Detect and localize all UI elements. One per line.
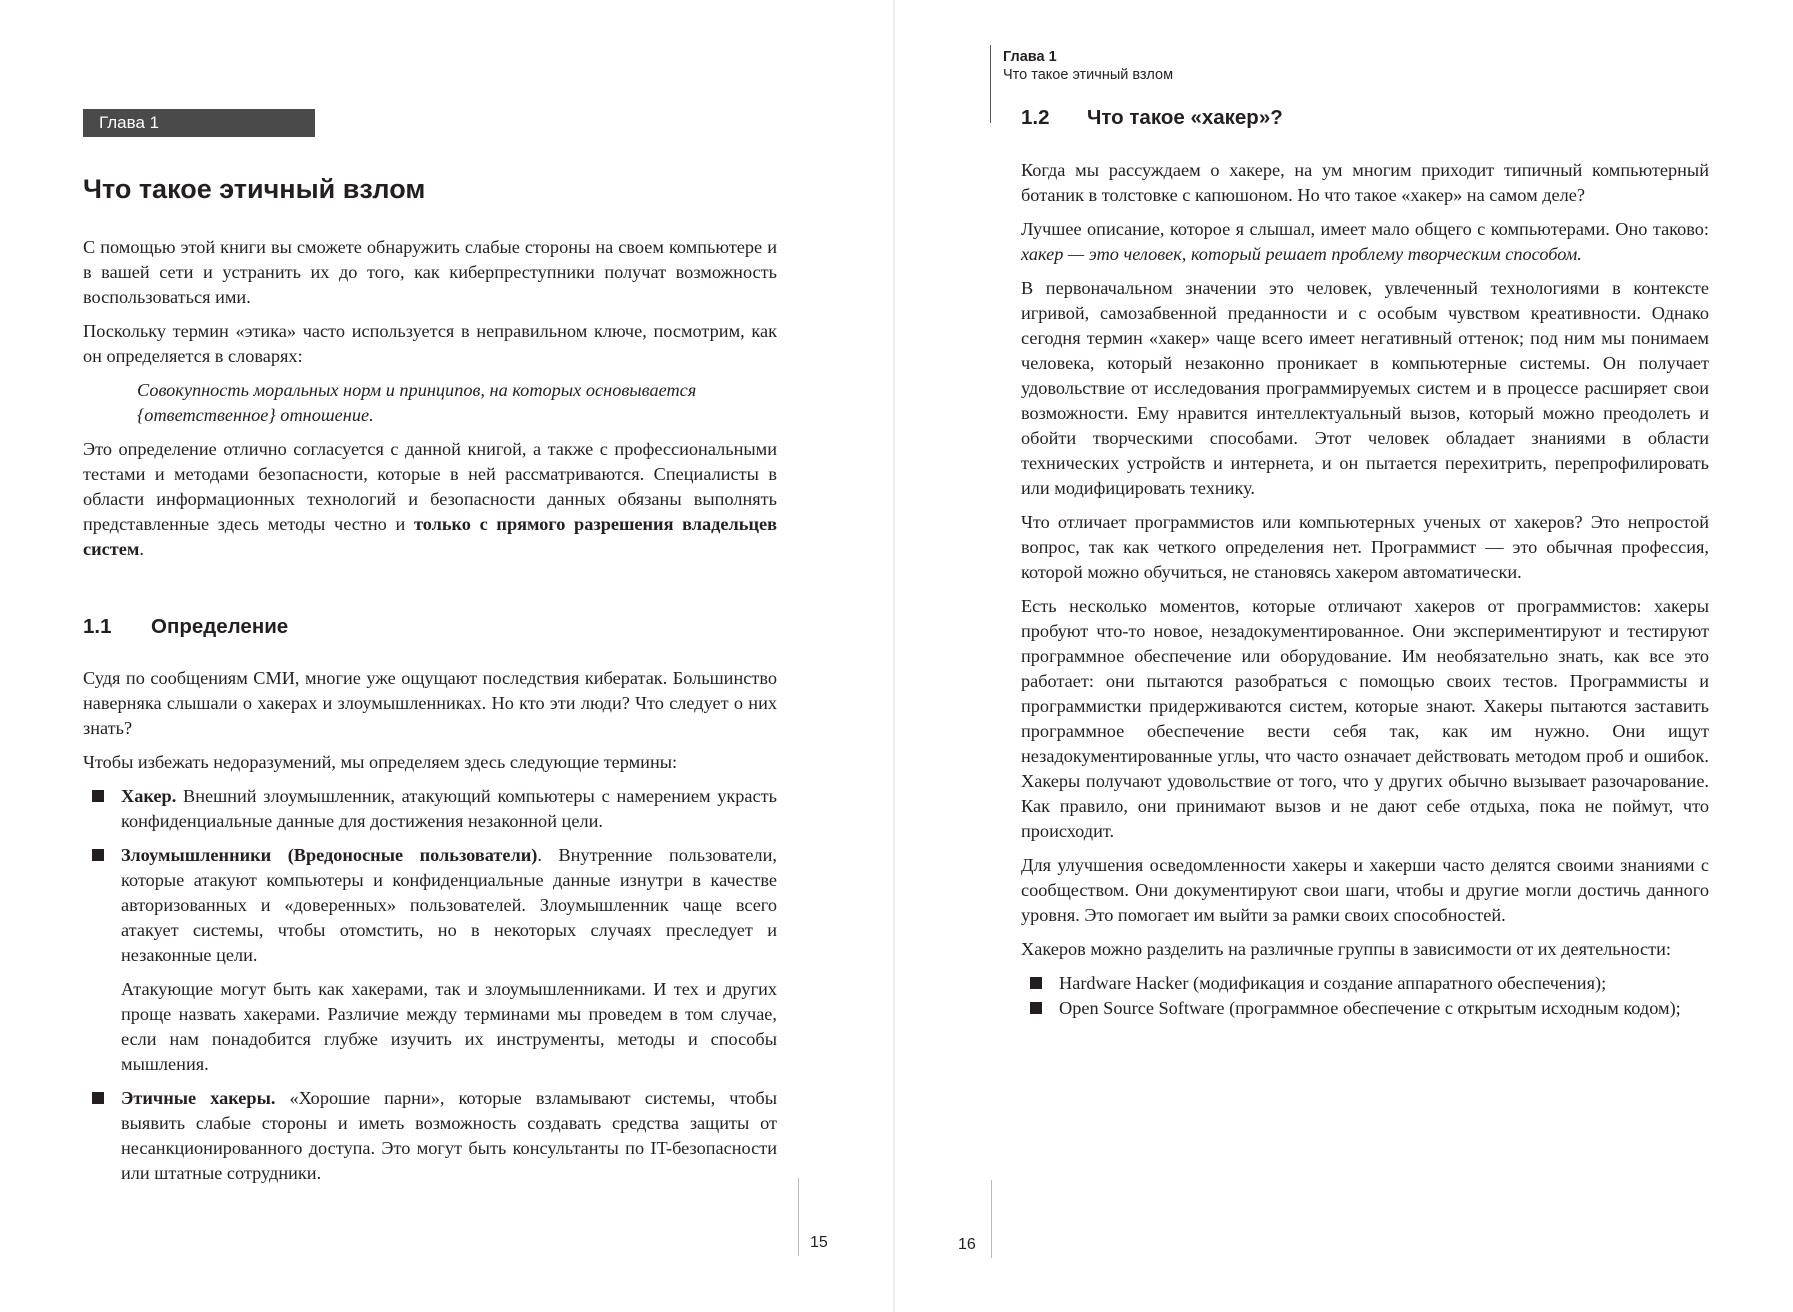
running-head-chapter: Глава 1 — [1003, 49, 1057, 65]
bullet-term: Этичные хакеры. — [121, 1088, 276, 1108]
intro-paragraph-3-bold: только с прямого разрешения владельцев систем — [83, 514, 777, 559]
section-title: Что такое «хакер»? — [1087, 106, 1283, 129]
list-item — [83, 784, 777, 834]
intro-paragraph-2: Поскольку термин «этика» часто используется в неправильном ключе, посмотрим, как он определяется в словарях: — [83, 321, 777, 366]
section-number: 1.1 — [83, 615, 112, 638]
bullet-square-icon — [92, 849, 104, 861]
bullet-square-icon — [1030, 977, 1042, 989]
hacker-paragraph-5: Есть несколько моментов, которые отличают хакеров от программистов: хакеры пробуют что-то новое, незадокументированное. Они экспериментируют и тестируют программное обеспечение или оборудование. Им необязательно знать, как все это работает: они пытаются разобраться с помощью своих тестов. Программисты и программистки придерживаются систем, которые знают. Хакеры пытаются заставить программное обеспечение вести себя так, как им нужно. Они ищут незадокументированные углы, что часто означает действовать методом проб и ошибок. Хакеры получают удовольствие от того, что у других обычно вызывает разочарование. Как правило, они принимают вызов и не дают себе отдыха, пока не поймут, что происходит. — [1021, 596, 1709, 841]
section-number: 1.2 — [1021, 106, 1050, 129]
bullet-term: Злоумышленники (Вредоносные пользователи) — [121, 845, 538, 865]
hacker-paragraph-2 — [1021, 217, 1709, 267]
page-number: 16 — [958, 1236, 976, 1253]
hacker-groups-list — [1021, 971, 1709, 1021]
bullet-description: . Внутренние пользователи, которые атакуют компьютеры и конфиденциальные данные изнутри в качестве авторизованных и «доверенных» пользователей. Злоумышленник чаще всего атакует системы, чтобы отомстить, но в некоторых случаях преследует и незаконные цели. — [121, 845, 777, 965]
page-number-rule — [798, 1178, 799, 1256]
hacker-paragraph-1: Когда мы рассуждаем о хакере, на ум многим приходит типичный компьютерный ботаник в толстовке с капюшоном. Но что такое «хакер» на самом деле? — [1021, 160, 1709, 205]
hacker-paragraph-2-text: Лучшее описание, которое я слышал, имеет мало общего с компьютерами. Оно таково: — [1021, 219, 1709, 239]
definition-paragraph-1: Судя по сообщениям СМИ, многие уже ощущают последствия кибератак. Большинство наверняка слышали о хакерах и злоумышленниках. Но кто эти люди? Что следует о них знать? — [83, 668, 777, 738]
section-title: Определение — [151, 615, 289, 638]
bullet-text — [121, 843, 777, 968]
chapter-title: Что такое этичный взлом — [83, 174, 426, 204]
list-item — [1021, 971, 1709, 996]
page-number: 15 — [810, 1234, 828, 1251]
intro-paragraph-3-text: Это определение отлично согласуется с данной книгой, а также с профессиональными тестами и методами безопасности, которые в ней рассматриваются. Специалисты в области информационных технологий и безопасности данных обязаны выполнять представленные здесь методы честно и — [83, 439, 777, 534]
page-number-rule — [991, 1180, 992, 1258]
bullet-term: Хакер. — [121, 786, 177, 806]
list-item — [83, 1086, 777, 1186]
definition-block — [83, 666, 777, 1195]
bullet-extra-paragraph: Атакующие могут быть как хакерами, так и злоумышленниками. И тех и других проще назвать хакерами. Различие между терминами мы проведем в том случае, если нам понадобится глубже изучить их инструменты, методы и способы мышления. — [121, 979, 777, 1074]
bullet-text: Open Source Software (программное обеспечение с открытым исходным кодом); — [1059, 998, 1681, 1018]
bullet-description: «Хорошие парни», которые взламывают системы, чтобы выявить слабые стороны и иметь возможность создавать средства защиты от несанкционированного доступа. Это могут быть консультанты по IT-безопасности или штатные сотрудники. — [121, 1088, 777, 1183]
running-head — [1003, 48, 1173, 84]
list-item — [83, 843, 777, 1077]
hacker-block — [1021, 158, 1709, 1021]
intro-paragraph-3-end: . — [139, 539, 144, 559]
bullet-description: Внешний злоумышленник, атакующий компьютеры с намерением украсть конфиденциальные данные для достижения незаконной цели. — [121, 786, 777, 831]
hacker-paragraph-6: Для улучшения осведомленности хакеры и хакерши часто делятся своими знаниями с сообществом. Они документируют свои шаги, чтобы и другие могли достичь данного уровня. Это помогает им выйти за рамки своих способностей. — [1021, 855, 1709, 925]
bullet-text: Hardware Hacker (модификация и создание аппаратного обеспечения); — [1059, 973, 1607, 993]
running-head-rule — [990, 45, 991, 123]
intro-block — [83, 235, 777, 571]
bullet-square-icon — [1030, 1002, 1042, 1014]
intro-paragraph-1: С помощью этой книги вы сможете обнаружить слабые стороны на своем компьютере и в вашей сети и устранить их до того, как киберпреступники получат возможность воспользоваться ими. — [83, 237, 777, 307]
hacker-paragraph-2-italic: хакер — это человек, который решает проблему творческим способом. — [1021, 244, 1582, 264]
running-head-title: Что такое этичный взлом — [1003, 67, 1174, 83]
bullet-square-icon — [92, 790, 104, 802]
list-item — [1021, 996, 1709, 1021]
hacker-paragraph-4: Что отличает программистов или компьютерных ученых от хакеров? Это непростой вопрос, так как четкого определения нет. Программист — это обычная профессия, которой можно обучиться, не становясь хакером автоматически. — [1021, 512, 1709, 582]
left-page — [0, 0, 895, 1312]
definition-paragraph-2: Чтобы избежать недоразумений, мы определяем здесь следующие термины: — [83, 752, 678, 772]
dictionary-quote: Совокупность моральных норм и принципов, на которых основывается {ответственное} отношение. — [137, 380, 697, 425]
bullet-square-icon — [92, 1092, 104, 1104]
bullet-text — [121, 784, 777, 834]
section-heading-1-2 — [1021, 106, 1283, 130]
hacker-paragraph-7: Хакеров можно разделить на различные группы в зависимости от их деятельности: — [1021, 939, 1671, 959]
section-heading-1-1 — [83, 615, 288, 639]
intro-paragraph-3 — [83, 437, 777, 562]
hacker-paragraph-3: В первоначальном значении это человек, увлеченный технологиями в контексте игривой, самозабвенной преданности и с особым чувством креативности. Однако сегодня термин «хакер» чаще всего имеет негативный оттенок; под ним мы понимаем человека, который незаконно проникает в компьютерные системы. Он получает удовольствие от исследования программируемых систем и в процессе расширяет свои возможности. Ему нравится интеллектуальный вызов, который можно преодолеть и обойти творческими способами. Этот человек обладает знаниями в области технических устройств и интернета, и он пытается перехитрить, перепрофилировать или модифицировать технику. — [1021, 278, 1709, 498]
chapter-tab: Глава 1 — [83, 109, 315, 137]
bullet-text — [121, 1086, 777, 1186]
